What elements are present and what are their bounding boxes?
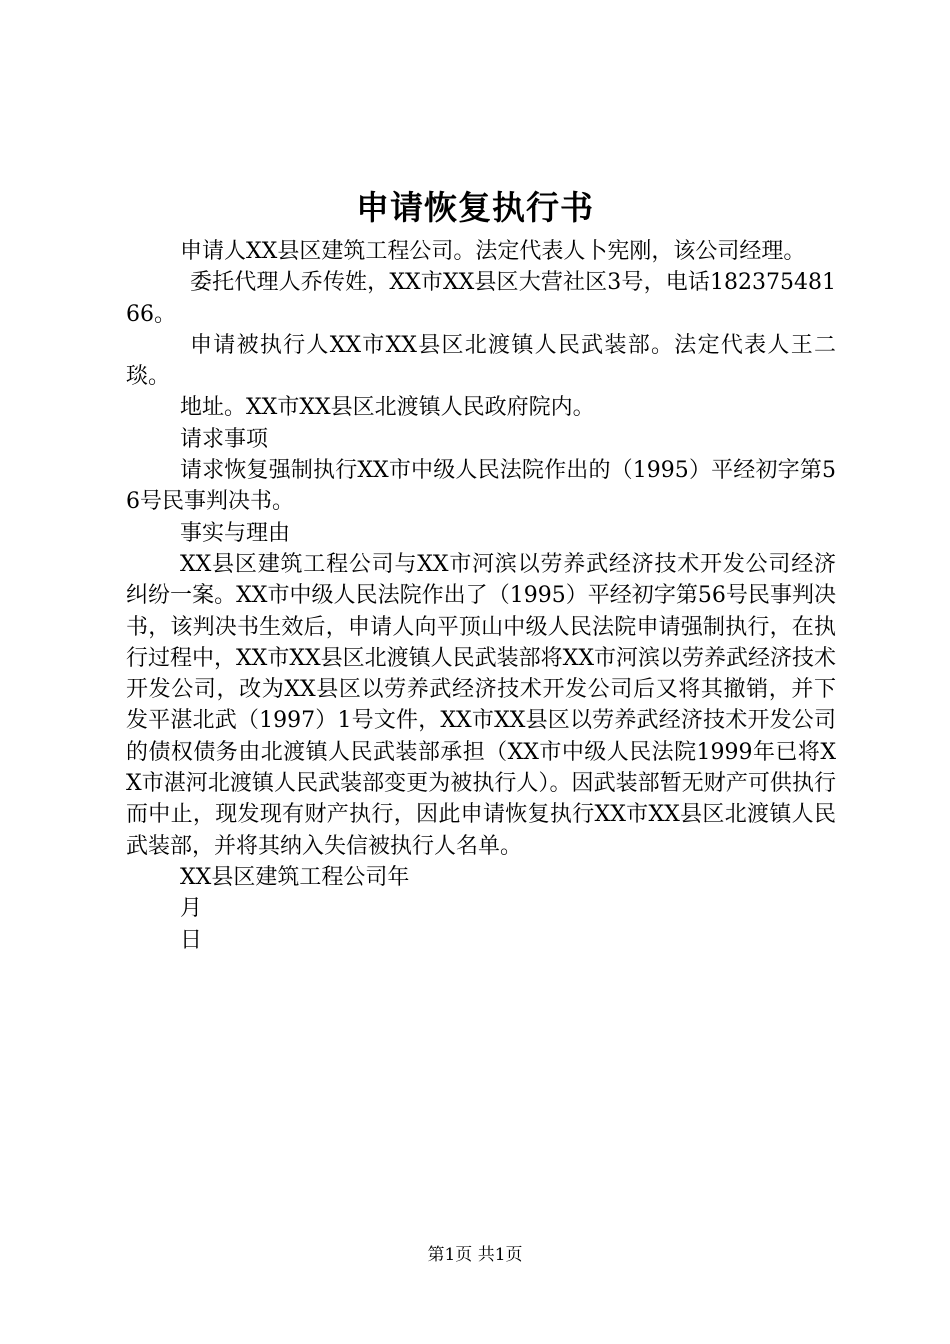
document-title: 申请恢复执行书 bbox=[356, 188, 594, 227]
address-paragraph: 地址。XX市XX县区北渡镇人民政府院内。 bbox=[180, 395, 595, 421]
claims-paragraph: 请求恢复强制执行XX市中级人民法院作出的（1995）平经初字第56号民事判决书。 bbox=[126, 458, 836, 515]
month-line: 月 bbox=[180, 896, 203, 922]
facts-heading: 事实与理由 bbox=[180, 520, 291, 546]
day-line: 日 bbox=[180, 927, 203, 953]
applicant-paragraph: 申请人XX县区建筑工程公司。法定代表人卜宪刚，该公司经理。 bbox=[180, 239, 806, 264]
agent-paragraph: 委托代理人乔传姓，XX市XX县区大营社区3号，电话18237548166。 bbox=[126, 270, 836, 327]
page-footer: 第1页 共1页 bbox=[427, 1245, 523, 1265]
document-body bbox=[126, 236, 836, 956]
claims-heading: 请求事项 bbox=[180, 426, 269, 452]
facts-paragraph: XX县区建筑工程公司与XX市河滨以劳养武经济技术开发公司经济纠纷一案。XX市中级人民法院作出了（1995）平经初字第56号民事判决书，该判决书生效后，申请人向平顶山中级人民法院申请强制执行，在执行过程中，XX市XX县区北渡镇人民武装部将XX市河滨以劳养武经济技术开发公司，改为XX县区以劳养武经济技术开发公司后又将其撤销，并下发平湛北武（1997）1号文件，XX市XX县区以劳养武经济技术开发公司的债权债务由北渡镇人民武装部承担（XX市中级人民法院1999年已将XX市湛河北渡镇人民武装部变更为被执行人）。因武装部暂无财产可供执行而中止，现发现有财产执行，因此申请恢复执行XX市XX县区北渡镇人民武装部，并将其纳入失信被执行人名单。 bbox=[126, 551, 836, 859]
signature-line: XX县区建筑工程公司年 bbox=[180, 864, 410, 890]
respondent-paragraph: 申请被执行人XX市XX县区北渡镇人民武装部。法定代表人王二琰。 bbox=[126, 332, 836, 390]
